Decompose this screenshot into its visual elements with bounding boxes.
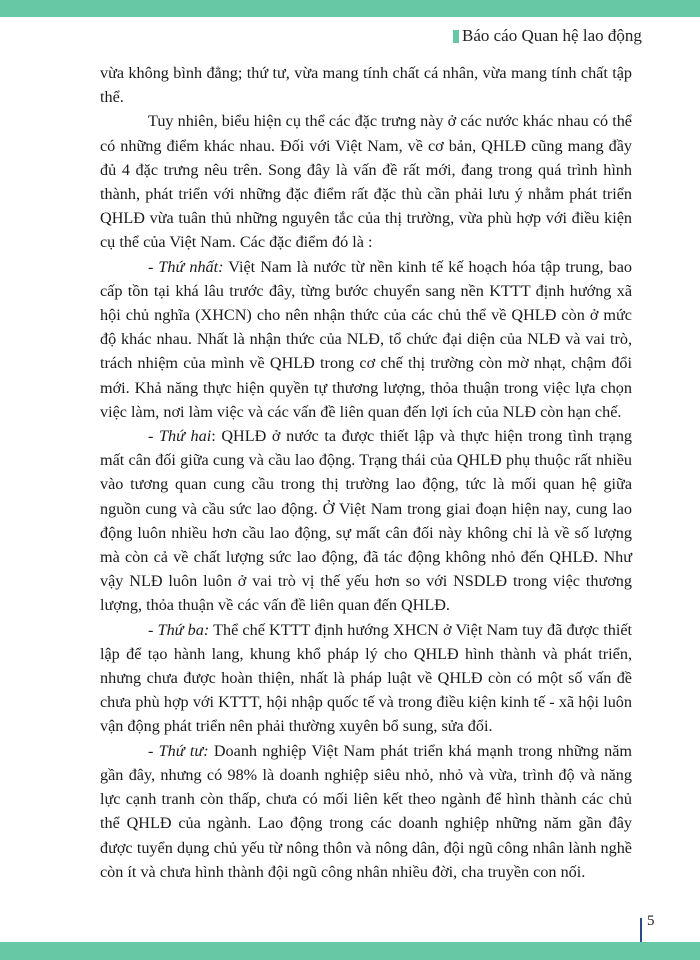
paragraph-point-1 [100, 255, 632, 424]
paragraph-point-4 [100, 739, 632, 884]
body-text [100, 61, 632, 884]
paragraph-point-3 [100, 618, 632, 739]
point-lead: Thứ ba: [157, 620, 210, 639]
paragraph-intro [100, 109, 632, 254]
point-lead: Thứ hai [159, 427, 212, 446]
list-dash: - [148, 257, 159, 276]
top-accent-band [0, 0, 700, 17]
list-dash: - [148, 620, 158, 639]
bottom-accent-band [0, 942, 700, 960]
paragraph-text: Doanh nghiệp Việt Nam phát triển khá mạnh trong những năm gần đây, nhưng có 98% là doanh nghiệp siêu nhỏ, nhỏ và vừa, trình độ và năng lực cạnh tranh còn thấp, chưa có mối liên kết theo ngành để hình thành các chủ thể QHLĐ của ngành. Lao động trong các doanh nghiệp những năm gần đây được tuyển dụng chủ yếu từ nông thôn và nông dân, đội ngũ công nhân lành nghề còn ít và chưa hình thành đội ngũ công nhân nhiều đời, cha truyền con nối. [100, 741, 632, 881]
running-header [453, 26, 642, 46]
paragraph-text: vừa không bình đẳng; thứ tư, vừa mang tính chất cá nhân, vừa mang tính chất tập thể. [100, 64, 632, 107]
paragraph-point-2 [100, 424, 632, 618]
paragraph-text: Thể chế KTTT định hướng XHCN ở Việt Nam tuy đã được thiết lập để tạo hành lang, khung khổ pháp lý cho QHLĐ hình thành và phát triển, nhưng chưa được hoàn thiện, nhất là pháp luật về QHLĐ còn có một số vấn đề chưa phù hợp với KTTT, hội nhập quốc tế và trong điều kiện kinh tế - xã hội luôn vận động phát triển nên phải thường xuyên bổ sung, sửa đổi. [100, 620, 632, 736]
paragraph-text: : QHLĐ ở nước ta được thiết lập và thực hiện trong tình trạng mất cân đối giữa cung và cầu lao động. Trạng thái của QHLĐ phụ thuộc rất nhiều vào tương quan cung cầu trong thị trường lao động, tức là mối quan hệ giữa nguồn cung và cầu sức lao động. Ở Việt Nam trong giai đoạn hiện nay, cung lao động luôn nhiều hơn cầu lao động, sự mất cân đối này không chỉ là về số lượng mà còn cả về chất lượng sức lao động, đã tác động không nhỏ đến QHLĐ. Như vậy NLĐ luôn luôn ở vai trò vị thế yếu hơn so với NSDLĐ trong việc thương lượng, thỏa thuận về các vấn đề liên quan đến QHLĐ. [100, 427, 633, 615]
page-number: 5 [647, 913, 655, 929]
point-lead: Thứ nhất: [158, 257, 224, 276]
list-dash: - [148, 741, 159, 760]
paragraph-text: Tuy nhiên, biểu hiện cụ thể các đặc trưng này ở các nước khác nhau có thể có những điểm khác nhau. Đối với Việt Nam, về cơ bản, QHLĐ cũng mang đầy đủ 4 đặc trưng nêu trên. Song đây là vấn đề rất mới, đang trong quá trình hình thành, phát triển với những đặc điểm rất đặc thù cần phải lưu ý nhằm phát triển QHLĐ vừa tuân thủ những nguyên tắc của thị trường, vừa phù hợp với điều kiện cụ thể của Việt Nam. Các đặc điểm đó là : [100, 112, 632, 252]
list-dash: - [148, 427, 160, 446]
paragraph-text: Việt Nam là nước từ nền kinh tế kế hoạch hóa tập trung, bao cấp tồn tại khá lâu trước đây, từng bước chuyển sang nền KTTT định hướng xã hội chủ nghĩa (XHCN) cho nên nhận thức của các chủ thể về QHLĐ còn ở mức độ khác nhau. Nhất là nhận thức của NLĐ, tổ chức đại diện của NLĐ và vai trò, trách nhiệm của mình về QHLĐ trong cơ chế thị trường còn mờ nhạt, chậm đổi mới. Khả năng thực hiện quyền tự thương lượng, thỏa thuận trong việc lựa chọn việc làm, nơi làm việc và các vấn đề liên quan đến lợi ích của NLĐ còn hạn chế. [100, 257, 632, 421]
point-lead: Thứ tư: [158, 741, 209, 760]
paragraph-continuation [100, 61, 632, 109]
running-header-title: Báo cáo Quan hệ lao động [462, 26, 642, 45]
header-marker-icon [453, 30, 459, 43]
